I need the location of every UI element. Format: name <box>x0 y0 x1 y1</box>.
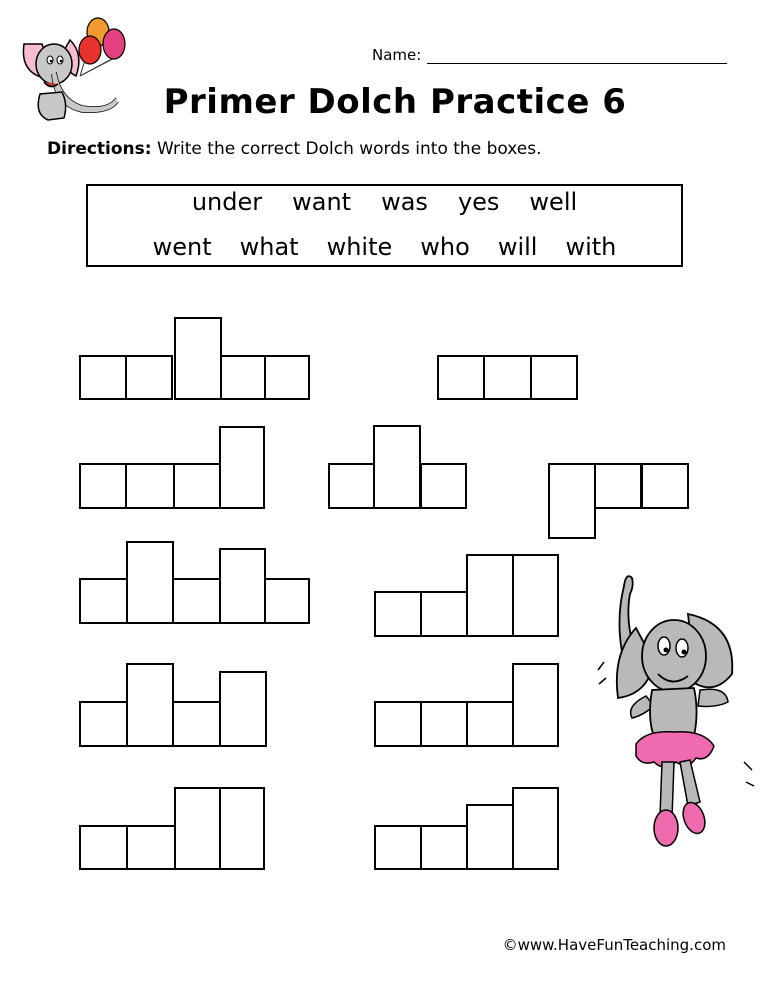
word-bank <box>86 184 683 267</box>
letter-box[interactable] <box>125 355 173 400</box>
word-bank-word: with <box>565 233 617 261</box>
letter-box[interactable] <box>219 548 266 624</box>
directions-text: Write the correct Dolch words into the boxes. <box>157 139 542 159</box>
word-bank-word: went <box>152 233 212 261</box>
letter-box[interactable] <box>79 701 128 747</box>
directions <box>47 139 542 159</box>
word-bank-row-2 <box>88 233 681 261</box>
letter-box[interactable] <box>483 355 532 400</box>
word-bank-row-1 <box>88 188 681 216</box>
word-bank-word: who <box>420 233 470 261</box>
letter-box[interactable] <box>512 787 559 870</box>
letter-box[interactable] <box>174 787 221 870</box>
letter-box[interactable] <box>79 355 127 400</box>
letter-box[interactable] <box>420 701 468 747</box>
letter-box[interactable] <box>374 825 422 870</box>
letter-box[interactable] <box>512 554 559 637</box>
letter-box[interactable] <box>594 463 642 509</box>
letter-box[interactable] <box>373 425 421 509</box>
letter-box[interactable] <box>466 701 514 747</box>
word-bank-word: yes <box>457 188 500 216</box>
letter-box[interactable] <box>79 578 128 624</box>
copyright-footer: ©www.HaveFunTeaching.com <box>502 936 726 954</box>
word-bank-word: white <box>326 233 393 261</box>
letter-box[interactable] <box>219 426 265 509</box>
dancing-elephant-illustration <box>596 566 756 854</box>
letter-box[interactable] <box>420 463 467 509</box>
name-label: Name: <box>372 46 422 64</box>
word-bank-word: well <box>529 188 578 216</box>
letter-box[interactable] <box>172 578 221 624</box>
letter-box[interactable] <box>219 787 265 870</box>
letter-box[interactable] <box>512 663 559 747</box>
letter-box[interactable] <box>173 463 221 509</box>
letter-box[interactable] <box>220 355 266 400</box>
letter-box[interactable] <box>126 825 176 870</box>
letter-box[interactable] <box>219 671 267 747</box>
directions-label: Directions: <box>47 139 152 159</box>
letter-box[interactable] <box>641 463 689 509</box>
letter-box[interactable] <box>437 355 485 400</box>
page-title: Primer Dolch Practice 6 <box>163 82 627 122</box>
word-bank-word: was <box>381 188 428 216</box>
letter-box[interactable] <box>466 804 514 870</box>
letter-box[interactable] <box>328 463 375 509</box>
word-bank-word: will <box>497 233 538 261</box>
letter-box[interactable] <box>420 591 468 637</box>
letter-box[interactable] <box>466 554 514 637</box>
letter-box[interactable] <box>420 825 468 870</box>
word-bank-word: want <box>292 188 352 216</box>
letter-box[interactable] <box>125 463 175 509</box>
letter-box[interactable] <box>79 825 128 870</box>
letter-box[interactable] <box>548 463 596 539</box>
letter-box[interactable] <box>172 701 221 747</box>
letter-box[interactable] <box>126 663 174 747</box>
letter-box[interactable] <box>79 463 127 509</box>
letter-box[interactable] <box>174 317 222 400</box>
letter-box[interactable] <box>264 578 310 624</box>
name-input-line[interactable] <box>427 63 727 64</box>
letter-box[interactable] <box>374 591 422 637</box>
letter-box[interactable] <box>530 355 578 400</box>
word-bank-word: what <box>239 233 299 261</box>
word-bank-word: under <box>191 188 263 216</box>
letter-box[interactable] <box>264 355 310 400</box>
letter-box[interactable] <box>126 541 174 624</box>
letter-box[interactable] <box>374 701 422 747</box>
